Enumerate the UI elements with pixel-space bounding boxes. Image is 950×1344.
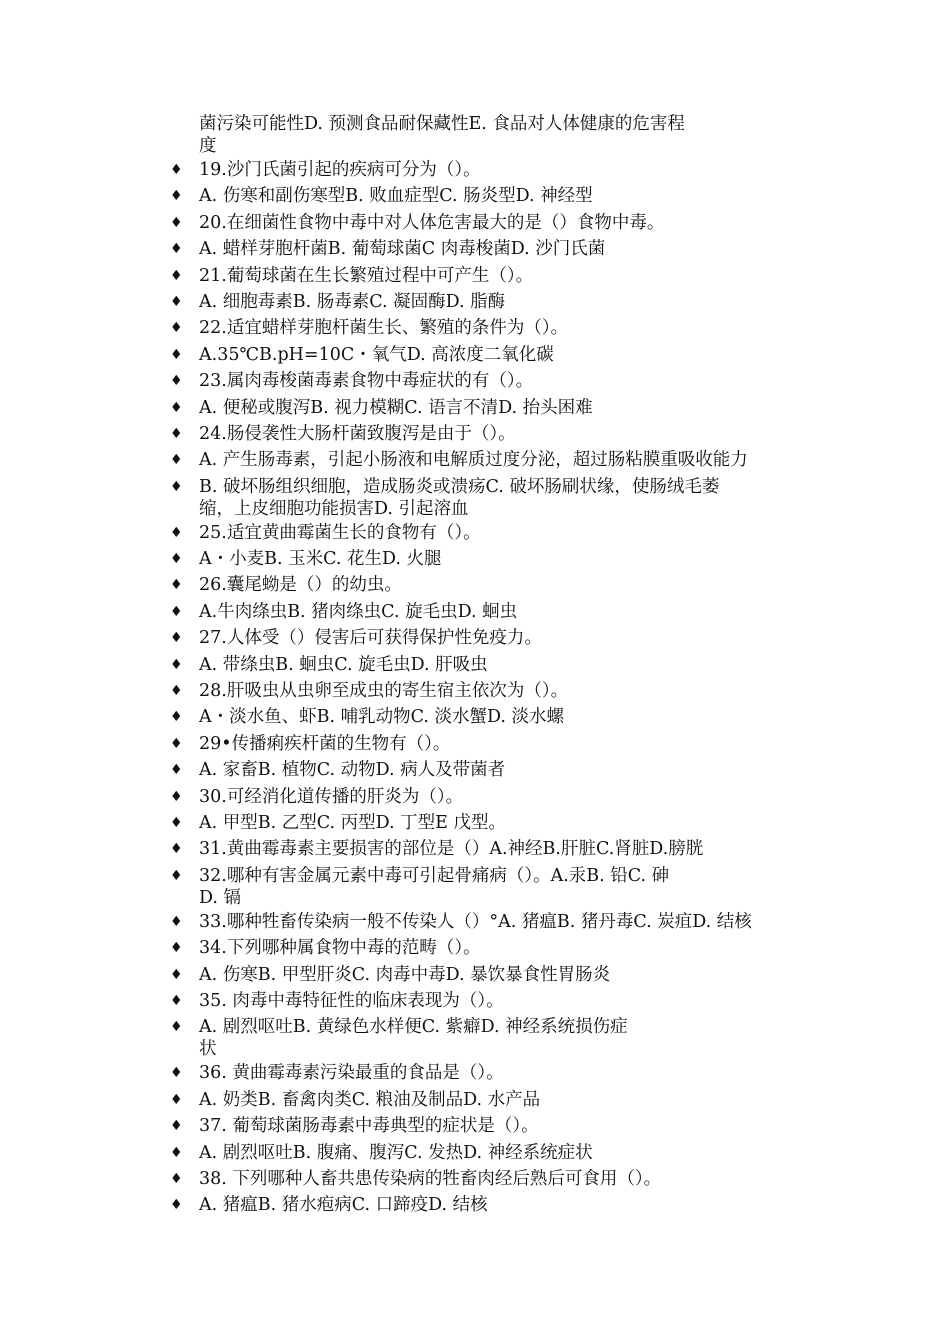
list-item [0, 652, 950, 678]
item-line: A. 蜡样芽胞杆菌B. 葡萄球菌C 肉毒梭菌D. 沙门氏菌 [199, 239, 606, 260]
bullet-icon: ♦ [170, 867, 183, 884]
item-line: 31.黄曲霉毒素主要损害的部位是（）A.神经B.肝脏C.肾脏D.膀胱 [199, 839, 704, 860]
bullet-icon: ♦ [170, 293, 183, 310]
item-line: 32.哪种有害金属元素中毒可引起骨痛病（）。A.汞B. 铅C. 砷 [199, 865, 670, 886]
item-text [199, 757, 950, 781]
bullet-icon: ♦ [170, 1144, 183, 1161]
bullet-icon: ♦ [170, 577, 183, 594]
item-line: 34.下列哪种属食物中毒的范畴（）。 [199, 938, 481, 959]
list-item [0, 315, 950, 341]
item-text [199, 810, 950, 834]
continuation-line: 菌污染可能性D. 预测食品耐保藏性E. 食品对人体健康的危害程 [199, 114, 685, 134]
item-text [199, 784, 950, 808]
item-text [199, 962, 950, 986]
item-line: 37. 葡萄球菌肠毒素中毒典型的症状是（）。 [199, 1116, 539, 1137]
item-text [199, 731, 950, 755]
bullet-icon: ♦ [170, 913, 183, 930]
item-text [199, 625, 950, 649]
list-item [0, 263, 950, 289]
bullet-icon: ♦ [170, 683, 183, 700]
list-item [0, 210, 950, 236]
item-line: A・小麦B. 玉米C. 花生D. 火腿 [199, 549, 442, 570]
item-text [199, 704, 950, 728]
bullet-icon: ♦ [170, 320, 183, 337]
list-item [0, 1014, 950, 1060]
item-line: 28.肝吸虫从虫卵至成虫的寄生宿主依次为（）。 [199, 681, 569, 702]
item-line: 29•传播痢疾杆菌的生物有（）。 [199, 733, 451, 754]
list-item [0, 1192, 950, 1218]
bullet-icon: ♦ [170, 551, 183, 568]
item-text [199, 263, 950, 287]
list-item [0, 1060, 950, 1086]
item-text [199, 863, 950, 909]
item-text [199, 599, 950, 623]
bullet-icon: ♦ [170, 241, 183, 258]
item-line: A.牛肉绦虫B. 猪肉绦虫C. 旋毛虫D. 蛔虫 [199, 601, 518, 622]
item-text [199, 1087, 950, 1111]
item-line: A. 猪瘟B. 猪水疱病C. 口蹄疫D. 结核 [199, 1195, 488, 1216]
item-line: 19.沙门氏菌引起的疾病可分为（）。 [199, 160, 481, 180]
bullet-icon: ♦ [170, 1065, 183, 1082]
list-item [0, 962, 950, 988]
item-text [199, 652, 950, 676]
item-text [199, 474, 950, 520]
bullet-icon: ♦ [170, 1019, 183, 1036]
item-line: 27.人体受（）侵害后可获得保护性免疫力。 [199, 628, 542, 649]
bullet-icon: ♦ [170, 630, 183, 647]
item-text [199, 289, 950, 313]
item-line: B. 破坏肠组织细胞，造成肠炎或溃疡C. 破坏肠刷状缘，使肠绒毛萎 [199, 476, 720, 497]
list-item [0, 909, 950, 935]
bullet-icon: ♦ [170, 1170, 183, 1187]
item-line: 20.在细菌性食物中毒中对人体危害最大的是（）食物中毒。 [199, 212, 665, 233]
list-item [0, 935, 950, 961]
item-text [199, 368, 950, 392]
bullet-icon: ♦ [170, 373, 183, 390]
bullet-icon: ♦ [170, 762, 183, 779]
list-item [0, 395, 950, 421]
list-item [0, 368, 950, 394]
item-line: 22.适宜蜡样芽胞杆菌生长、繁殖的条件为（）。 [199, 318, 569, 339]
item-line: A. 产生肠毒素，引起小肠液和电解质过度分泌，超过肠粘膜重吸收能力 [199, 450, 748, 471]
bullet-icon: ♦ [170, 735, 183, 752]
list-item [0, 1166, 950, 1192]
bullet-icon: ♦ [170, 992, 183, 1009]
list-item [0, 1140, 950, 1166]
item-line: A. 细胞毒素B. 肠毒素C. 凝固酶D. 脂酶 [199, 291, 506, 312]
item-line: 33.哪种牲畜传染病一般不传染人（）°A. 猪瘟B. 猪丹毒C. 炭疽D. 结核 [199, 911, 752, 932]
list-item [0, 572, 950, 598]
item-text [199, 342, 950, 366]
continuation-line: 度 [199, 136, 217, 156]
list-item [0, 421, 950, 447]
list-item [0, 784, 950, 810]
list-item [0, 678, 950, 704]
item-line: A. 剧烈呕吐B. 黄绿色水样便C. 紫癖D. 神经系统损伤症 [199, 1017, 628, 1038]
list-item [0, 757, 950, 783]
item-line: 30.可经消化道传播的肝炎为（）。 [199, 786, 464, 807]
item-line: 36. 黄曲霉毒素污染最重的食品是（）。 [199, 1063, 504, 1084]
item-text [199, 546, 950, 570]
list-item [0, 1113, 950, 1139]
list-item [0, 289, 950, 315]
item-text [199, 1014, 950, 1060]
list-item [0, 731, 950, 757]
item-line: 35. 肉毒中毒特征性的临床表现为（）。 [199, 990, 504, 1011]
item-text [199, 395, 950, 419]
bullet-icon: ♦ [170, 1118, 183, 1135]
list-item [0, 1087, 950, 1113]
bullet-icon: ♦ [170, 267, 183, 284]
item-line: 26.囊尾蚴是（）的幼虫。 [199, 575, 402, 596]
item-text [199, 1140, 950, 1164]
item-text [199, 1192, 950, 1216]
question-list [0, 157, 950, 1219]
list-item [0, 236, 950, 262]
list-item [0, 599, 950, 625]
bullet-icon: ♦ [170, 346, 183, 363]
item-line: 25.适宜黄曲霉菌生长的食物有（）。 [199, 522, 481, 543]
bullet-icon: ♦ [170, 841, 183, 858]
item-text [199, 836, 950, 860]
list-item [0, 183, 950, 209]
list-item [0, 625, 950, 651]
item-text [199, 1113, 950, 1137]
item-text [199, 520, 950, 544]
bullet-icon: ♦ [170, 524, 183, 541]
item-text [199, 572, 950, 596]
bullet-icon: ♦ [170, 966, 183, 983]
bullet-icon: ♦ [170, 188, 183, 205]
item-text [199, 210, 950, 234]
item-line: A. 带绦虫B. 蛔虫C. 旋毛虫D. 肝吸虫 [199, 654, 488, 675]
item-line: 状 [199, 1039, 217, 1060]
item-text [199, 157, 950, 181]
bullet-icon: ♦ [170, 425, 183, 442]
item-line: A. 奶类B. 畜禽肉类C. 粮油及制品D. 水产品 [199, 1089, 541, 1110]
item-text [199, 935, 950, 959]
item-line: A. 伤寒和副伤寒型B. 败血症型C. 肠炎型D. 神经型 [199, 186, 593, 207]
item-text [199, 1060, 950, 1084]
list-item [0, 836, 950, 862]
item-line: A. 甲型B. 乙型C. 丙型D. 丁型E 戊型。 [199, 812, 507, 833]
item-line: 23.属肉毒梭菌毒素食物中毒症状的有（）。 [199, 371, 534, 392]
list-item [0, 447, 950, 473]
item-text [199, 183, 950, 207]
item-text [199, 988, 950, 1012]
bullet-icon: ♦ [170, 656, 183, 673]
item-line: 缩，上皮细胞功能损害D. 引起溶血 [199, 498, 469, 519]
bullet-icon: ♦ [170, 940, 183, 957]
bullet-icon: ♦ [170, 603, 183, 620]
item-line: 24.肠侵袭性大肠杆菌致腹泻是由于（）。 [199, 423, 516, 444]
item-line: A. 剧烈呕吐B. 腹痛、腹泻C. 发热D. 神经系统症状 [199, 1142, 593, 1163]
list-item [0, 157, 950, 183]
item-line: A.35℃B.pH=10C・氧气D. 高浓度二氧化碳 [199, 344, 554, 365]
item-text [199, 447, 950, 471]
bullet-icon: ♦ [170, 162, 183, 178]
list-item [0, 546, 950, 572]
list-item [0, 342, 950, 368]
item-line: A・淡水鱼、虾B. 哺乳动物C. 淡水蟹D. 淡水螺 [199, 707, 565, 728]
item-line: A. 伤寒B. 甲型肝炎C. 肉毒中毒D. 暴饮暴食性胃肠炎 [199, 964, 611, 985]
item-text [199, 909, 950, 933]
bullet-icon: ♦ [170, 709, 183, 726]
item-text [199, 421, 950, 445]
list-item [0, 810, 950, 836]
item-line: D. 镉 [199, 887, 242, 908]
item-text [199, 236, 950, 260]
bullet-icon: ♦ [170, 214, 183, 231]
bullet-icon: ♦ [170, 814, 183, 831]
list-item [0, 474, 950, 520]
list-item [0, 520, 950, 546]
list-item [0, 988, 950, 1014]
list-item [0, 863, 950, 909]
item-line: 38. 下列哪种人畜共患传染病的牲畜肉经后熟后可食用（）。 [199, 1168, 662, 1189]
item-line: A. 家畜B. 植物C. 动物D. 病人及带菌者 [199, 760, 506, 781]
item-text [199, 678, 950, 702]
bullet-icon: ♦ [170, 1197, 183, 1214]
item-text [199, 315, 950, 339]
bullet-icon: ♦ [170, 478, 183, 495]
list-item [0, 704, 950, 730]
item-line: A. 便秘或腹泻B. 视力模糊C. 语言不清D. 抬头困难 [199, 397, 593, 418]
bullet-icon: ♦ [170, 452, 183, 469]
item-text [199, 1166, 950, 1190]
item-line: 21.葡萄球菌在生长繁殖过程中可产生（）。 [199, 265, 534, 286]
continuation-paragraph [199, 113, 685, 157]
bullet-icon: ♦ [170, 1091, 183, 1108]
bullet-icon: ♦ [170, 788, 183, 805]
bullet-icon: ♦ [170, 399, 183, 416]
